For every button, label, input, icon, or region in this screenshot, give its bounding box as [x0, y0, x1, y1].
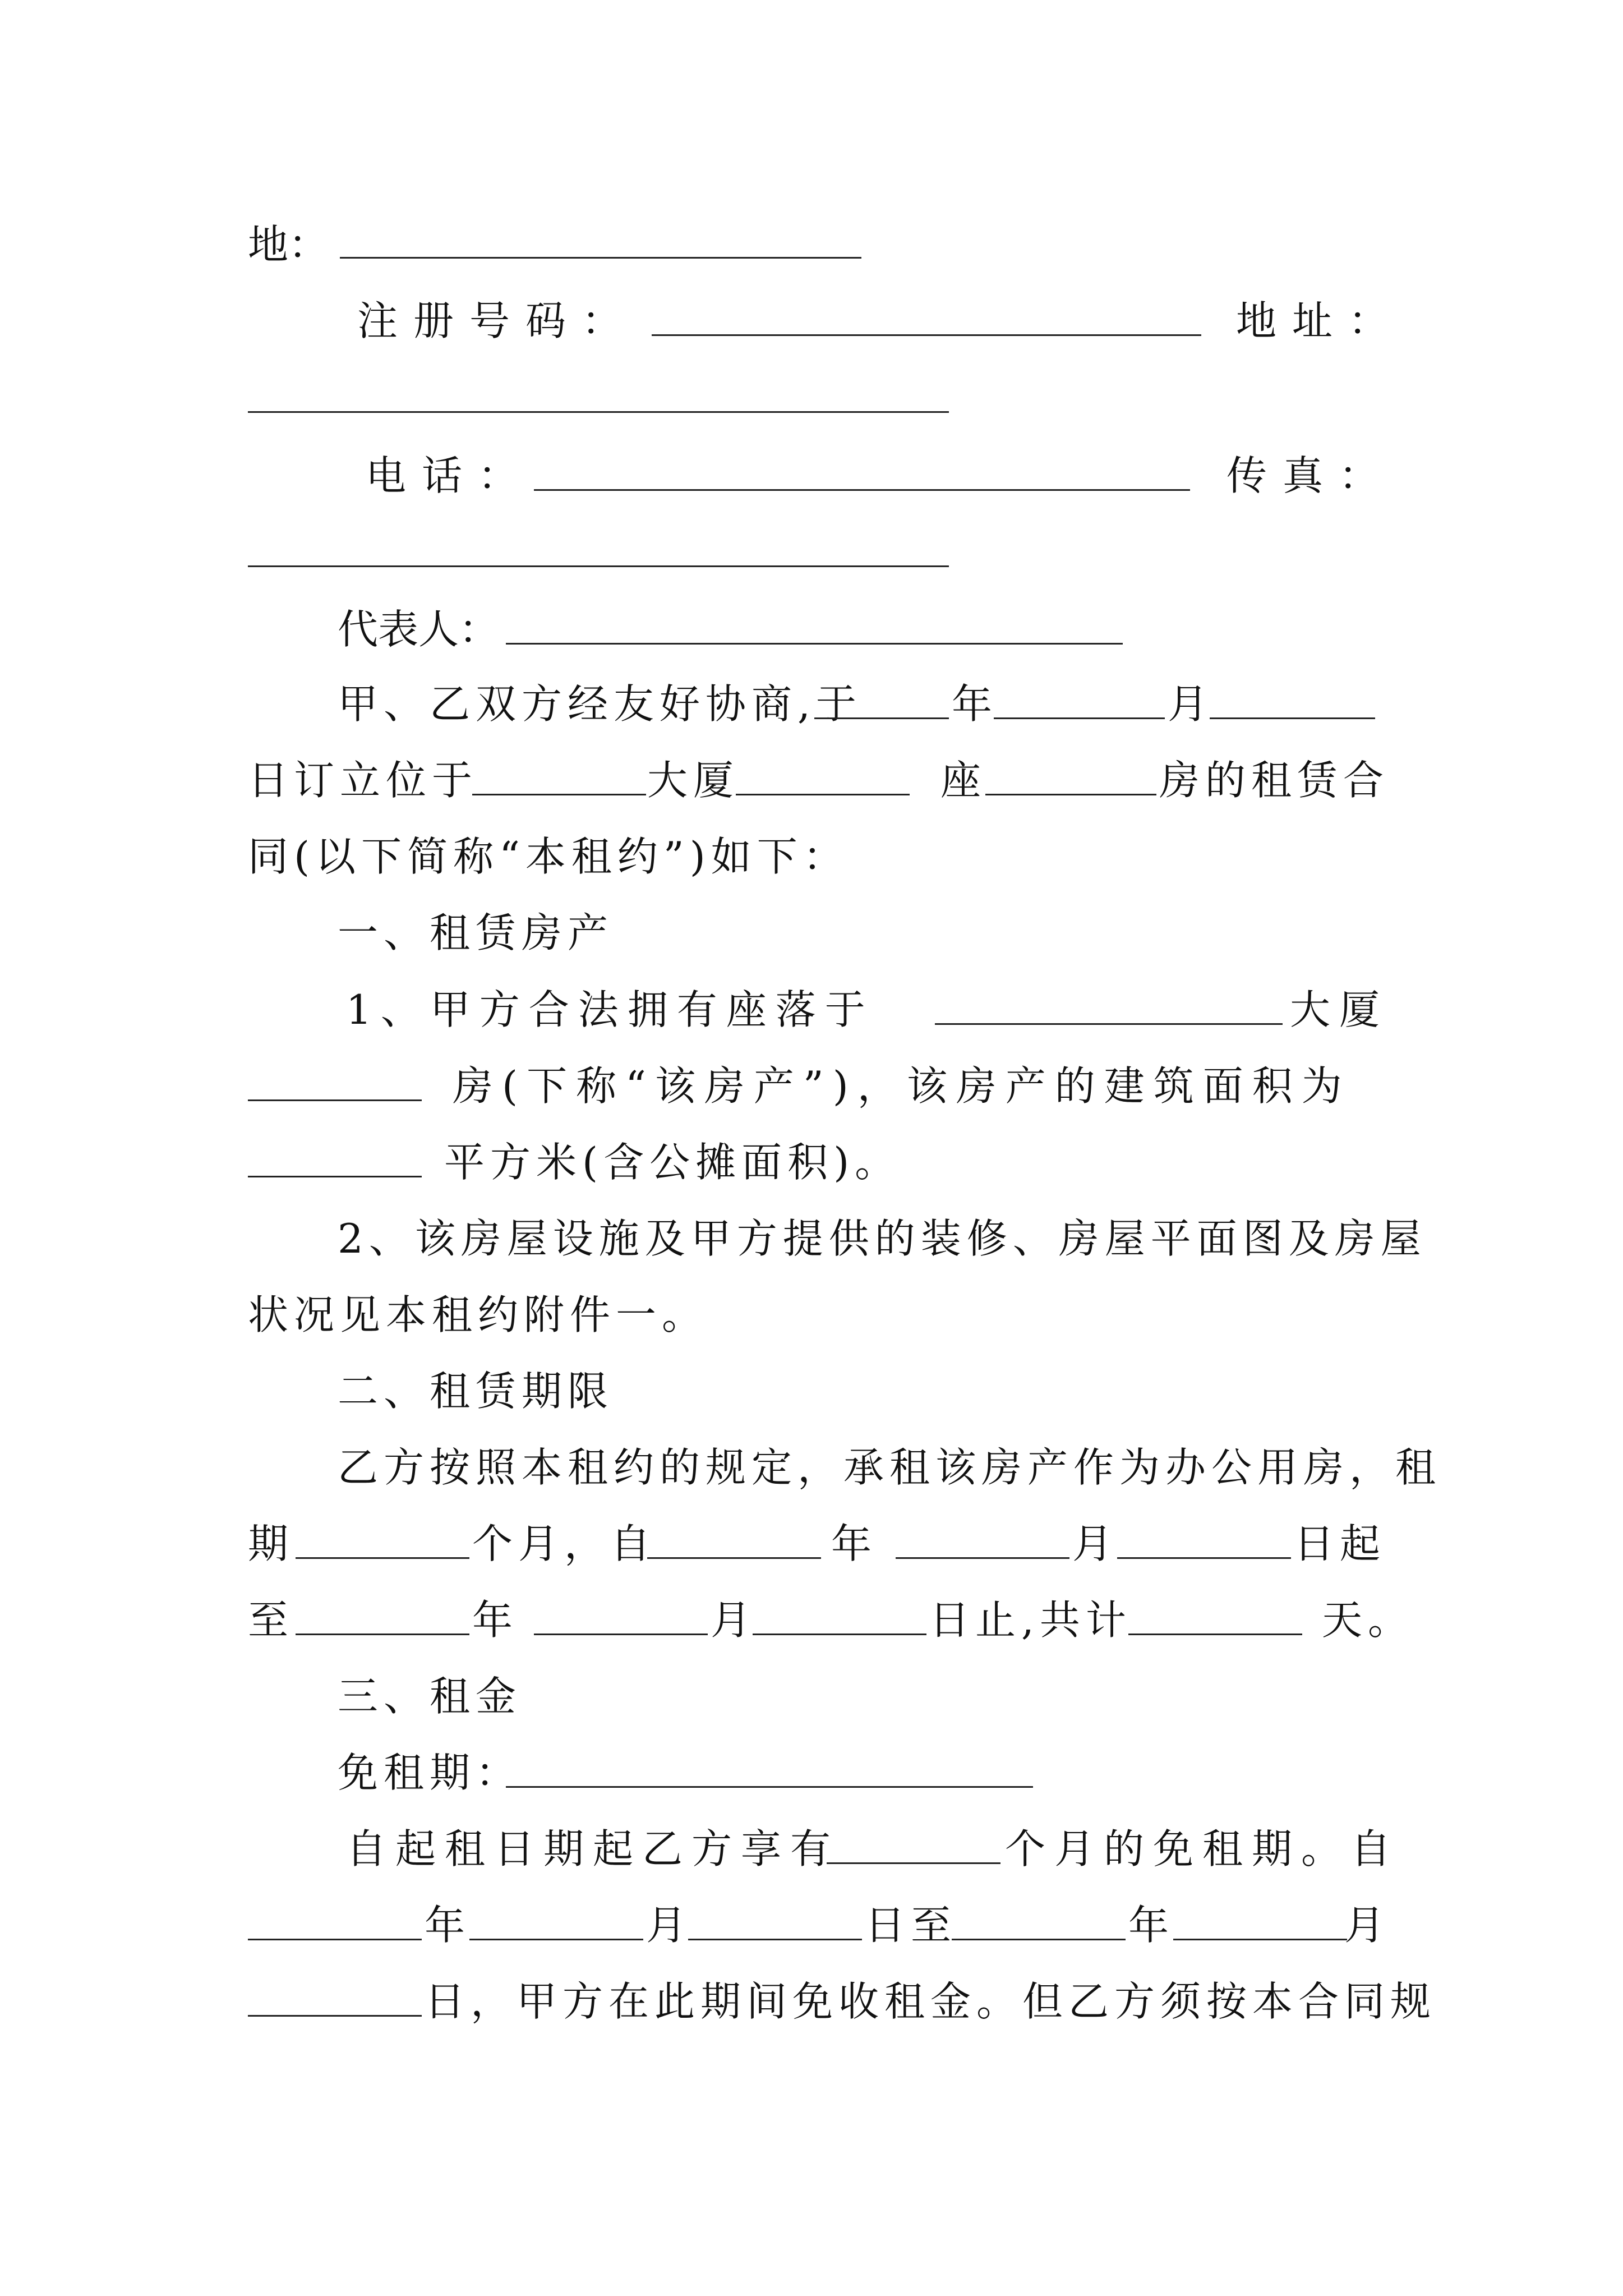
registration-line [248, 287, 1405, 355]
rent-free-start-month-blank[interactable] [469, 1895, 643, 1940]
term-text-1: 乙方按照本租约的规定，承租该房产作为办公用房，租 [338, 1444, 1442, 1491]
section-2-heading [248, 1358, 1375, 1425]
registration-blank[interactable] [652, 291, 1201, 336]
term-end-day-blank[interactable] [753, 1590, 926, 1635]
rent-free-start-year-blank[interactable] [248, 1895, 422, 1940]
term-start-month-blank[interactable] [896, 1513, 1069, 1559]
rent-free-months-blank[interactable] [827, 1819, 1000, 1864]
rent-free-end-month-label: 月 [1344, 1902, 1391, 1949]
rent-free-text-1b: 个月的免租期。自 [1005, 1825, 1400, 1872]
term-text-3a: 至 [248, 1596, 294, 1644]
rent-free-end-year-blank[interactable] [952, 1895, 1126, 1940]
term-start-day-blank[interactable] [1117, 1513, 1291, 1559]
representative-blank[interactable] [506, 599, 1123, 645]
term-line-1 [248, 1434, 1442, 1501]
section-3-heading [248, 1663, 1375, 1730]
clause-1-text-2: 房(下称“该房产”)，该房产的建筑面积为 [453, 1062, 1351, 1110]
term-start-day-label: 日起 [1294, 1520, 1386, 1567]
address-blank[interactable] [340, 213, 861, 259]
term-text-2b: 个月，自 [472, 1520, 657, 1567]
agreement-line-2 [248, 747, 1390, 814]
clause-1-line-2 [248, 1052, 1375, 1120]
representative-line [248, 596, 1375, 663]
term-start-year-blank[interactable] [647, 1513, 821, 1559]
agreement-year-label: 年 [952, 680, 998, 728]
phone-label: 电话： [366, 452, 534, 499]
agreement-text-2: 日订立位于 [248, 757, 478, 804]
rent-free-clause-line-3 [248, 1968, 1437, 2035]
rent-free-clause-line-1 [248, 1815, 1400, 1883]
clause-2-text-1: 2、该房屋设施及甲方提供的装修、房屋平面图及房屋 [338, 1215, 1427, 1262]
term-line-2 [248, 1510, 1386, 1577]
rent-free-text-2c: 日至 [865, 1902, 957, 1949]
term-start-year-label: 年 [831, 1520, 878, 1567]
term-end-month-blank[interactable] [534, 1590, 708, 1635]
term-line-3 [248, 1586, 1414, 1654]
clause-1-text-3: 平方米(含公摊面积)。 [444, 1139, 901, 1186]
section-3-title: 三、租金 [338, 1673, 522, 1720]
clause-2-line-2 [248, 1281, 1375, 1349]
property-room-blank[interactable] [248, 1056, 422, 1101]
term-end-year-blank[interactable] [296, 1590, 469, 1635]
agreement-month-blank[interactable] [994, 674, 1165, 719]
representative-label: 代表人： [338, 606, 500, 653]
section-2-title: 二、租赁期限 [338, 1368, 614, 1415]
company-address-label: 地址： [1236, 297, 1405, 344]
phone-blank[interactable] [534, 445, 1190, 491]
section-1-title: 一、租赁房产 [338, 909, 614, 956]
clause-1-line-1 [248, 976, 1389, 1043]
rent-free-text-1a: 自起租日期起乙方享有 [346, 1825, 840, 1872]
term-days-label: 天。 [1322, 1596, 1414, 1644]
building-label: 大厦 [647, 757, 740, 804]
rent-free-clause-line-2 [248, 1892, 1391, 1959]
agreement-month-label: 月 [1168, 680, 1214, 728]
rent-free-line [248, 1739, 1375, 1806]
agreement-line-3 [248, 823, 1375, 890]
room-blank[interactable] [985, 750, 1156, 795]
building-blank[interactable] [472, 750, 646, 795]
term-end-year-label: 年 [472, 1596, 519, 1644]
property-area-blank[interactable] [248, 1132, 422, 1177]
fax-blank[interactable] [248, 565, 949, 567]
agreement-text-1: 甲、乙双方经友好协商,于 [338, 680, 862, 728]
fax-label: 传真： [1227, 452, 1395, 499]
property-building-blank[interactable] [935, 979, 1283, 1025]
block-blank[interactable] [736, 750, 910, 795]
room-label: 房的租赁合 [1159, 757, 1390, 804]
block-label: 座 [940, 757, 987, 804]
company-address-blank[interactable] [248, 411, 949, 413]
rent-free-label: 免租期： [338, 1749, 522, 1796]
property-building-label: 大厦 [1290, 986, 1389, 1033]
rent-free-end-year-label: 年 [1128, 1902, 1175, 1949]
clause-1-text-1: 1、甲方合法拥有座落于 [346, 986, 874, 1033]
registration-label: 注册号码： [357, 297, 638, 344]
agreement-day-blank[interactable] [1210, 674, 1375, 719]
agreement-line-1 [248, 670, 1375, 738]
rent-free-start-year-label: 年 [425, 1902, 471, 1949]
section-1-heading [248, 899, 1375, 967]
address-line [248, 211, 1375, 278]
rent-free-start-day-blank[interactable] [688, 1895, 862, 1940]
clause-2-line-1 [248, 1205, 1427, 1272]
address-label: 地： [248, 221, 329, 268]
agreement-year-blank[interactable] [814, 674, 949, 719]
term-months-blank[interactable] [296, 1513, 469, 1559]
agreement-text-3: 同(以下简称“本租约”)如下： [248, 833, 849, 880]
term-start-month-label: 月 [1072, 1520, 1119, 1567]
rent-free-end-day-blank[interactable] [248, 1971, 422, 2017]
rent-free-start-month-label: 月 [646, 1902, 693, 1949]
clause-1-line-3 [248, 1129, 1375, 1196]
rent-free-text-3: 日，甲方在此期间免收租金。但乙方须按本合同规 [425, 1978, 1437, 2025]
term-end-month-label: 月 [711, 1596, 757, 1644]
phone-line [248, 442, 1395, 509]
term-text-3b: 日止,共计 [929, 1596, 1132, 1644]
rent-free-blank[interactable] [506, 1742, 1033, 1788]
term-days-blank[interactable] [1128, 1590, 1302, 1635]
term-text-2a: 期 [248, 1520, 294, 1567]
clause-2-text-2: 状况见本租约附件一。 [248, 1291, 708, 1338]
rent-free-end-month-blank[interactable] [1173, 1895, 1347, 1940]
